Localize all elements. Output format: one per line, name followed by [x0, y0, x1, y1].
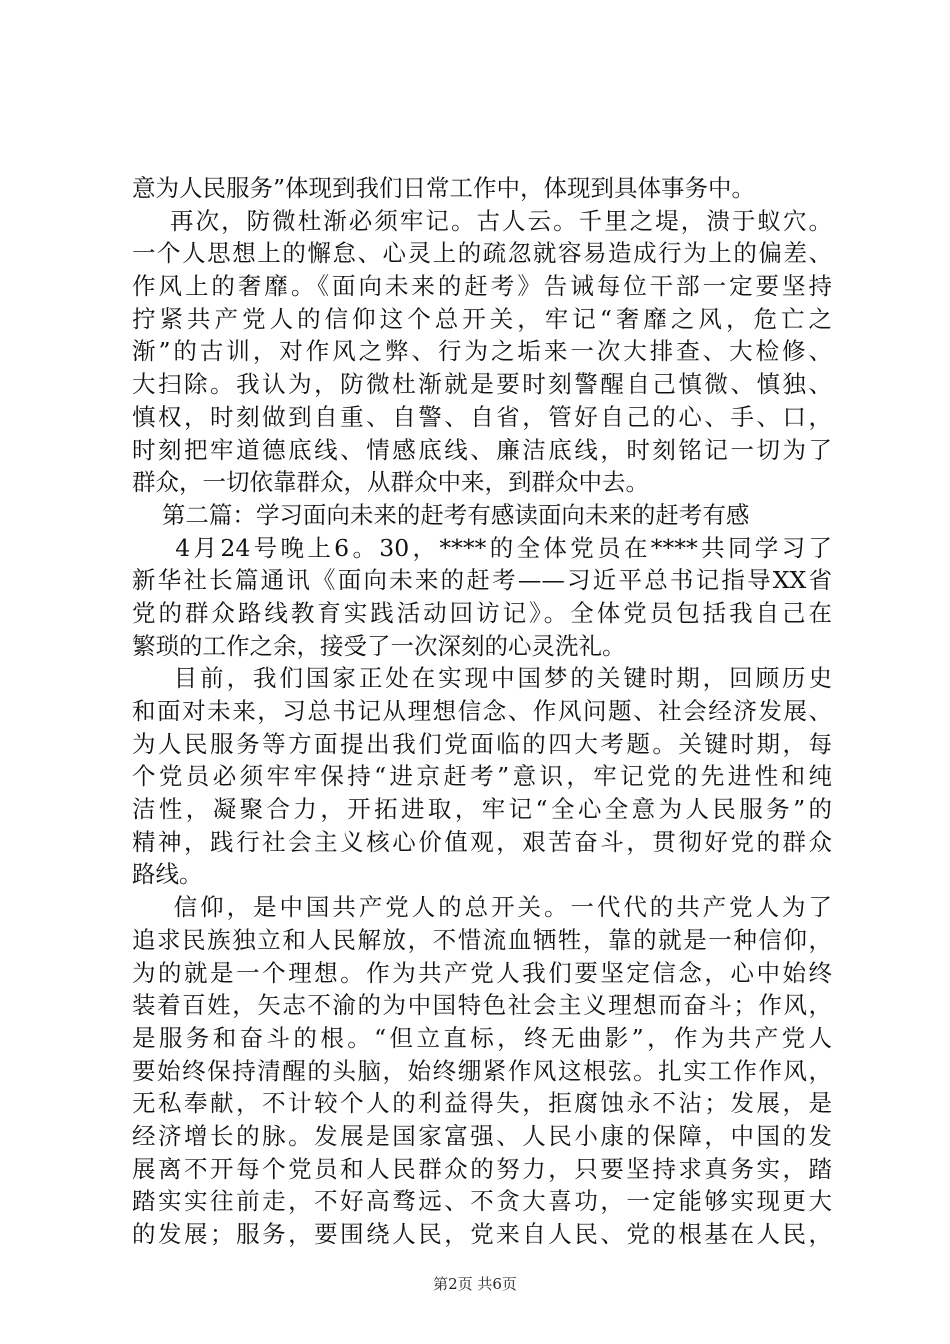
text-line: 时刻把牢道德底线、情感底线、廉洁底线，时刻铭记一切为了 [132, 435, 832, 464]
text-line: 追求民族独立和人民解放，不惜流血牺牲，靠的就是一种信仰， [132, 925, 832, 954]
text-line: 个党员必须牢牢保持“进京赶考”意识，牢记党的先进性和纯 [132, 762, 832, 791]
text-line: 再次，防微杜渐必须牢记。古人云。千里之堤，溃于蚁穴。 [132, 206, 832, 235]
text-line: 洁性，凝聚合力，开拓进取，牢记“全心全意为人民服务”的 [132, 795, 832, 824]
text-line: 党的群众路线教育实践活动回访记》。全体党员包括我自己在 [132, 598, 832, 627]
text-line: 群众，一切依靠群众，从群众中来，到群众中去。 [132, 468, 649, 497]
text-line: 为的就是一个理想。作为共产党人我们要坚定信念，心中始终 [132, 958, 832, 987]
text-line: 为人民服务等方面提出我们党面临的四大考题。关键时期，每 [132, 729, 832, 758]
page-footer: 第2页 共6页 [433, 1275, 517, 1293]
text-line: 意为人民服务”体现到我们日常工作中，体现到具体事务中。 [132, 174, 756, 202]
text-line: 经济增长的脉。发展是国家富强、人民小康的保障，中国的发 [132, 1121, 832, 1150]
text-line: 无私奉献，不计较个人的利益得失，拒腐蚀永不沾；发展，是 [132, 1089, 832, 1118]
body-text [132, 172, 832, 1251]
text-line: 精神，践行社会主义核心价值观，艰苦奋斗，贯彻好党的群众 [132, 827, 832, 856]
text-line: 展离不开每个党员和人民群众的努力，只要坚持求真务实，踏 [132, 1154, 832, 1183]
text-line: 一个人思想上的懈怠、心灵上的疏忽就容易造成行为上的偏差、 [132, 239, 832, 268]
text-line: 作风上的奢靡。《面向未来的赶考》告诫每位干部一定要坚持 [132, 272, 832, 301]
text-line: 踏实实往前走，不好高骛远、不贪大喜功，一定能够实现更大 [132, 1187, 832, 1216]
text-line: 慎权，时刻做到自重、自警、自省，管好自己的心、手、口， [132, 402, 832, 431]
text-line: 路线。 [132, 860, 203, 889]
text-line: 要始终保持清醒的头脑，始终绷紧作风这根弦。扎实工作作风， [132, 1056, 832, 1085]
text-line: 渐”的古训，对作风之弊、行为之垢来一次大排查、大检修、 [132, 337, 832, 366]
text-line: 4月24号晚上6。30，****的全体党员在****共同学习了 [132, 533, 832, 562]
text-line: 和面对未来，习总书记从理想信念、作风问题、社会经济发展、 [132, 697, 832, 725]
text-line: 是服务和奋斗的根。“但立直标，终无曲影”，作为共产党人 [132, 1023, 832, 1052]
text-line: 目前，我们国家正处在实现中国梦的关键时期，回顾历史 [132, 664, 832, 693]
text-line: 的发展；服务，要围绕人民，党来自人民、党的根基在人民， [132, 1220, 832, 1248]
text-line: 装着百姓，矢志不渝的为中国特色社会主义理想而奋斗；作风， [132, 991, 832, 1020]
text-line: 繁琐的工作之余，接受了一次深刻的心灵洗礼。 [132, 631, 626, 660]
text-line: 大扫除。我认为，防微杜渐就是要时刻警醒自己慎微、慎独、 [132, 370, 832, 399]
text-line: 新华社长篇通讯《面向未来的赶考——习近平总书记指导XX省 [132, 566, 832, 595]
text-line: 第二篇：学习面向未来的赶考有感读面向未来的赶考有感 [132, 500, 750, 529]
text-line: 拧紧共产党人的信仰这个总开关，牢记“奢靡之风，危亡之 [132, 304, 832, 333]
text-line: 信仰，是中国共产党人的总开关。一代代的共产党人为了 [132, 893, 832, 922]
